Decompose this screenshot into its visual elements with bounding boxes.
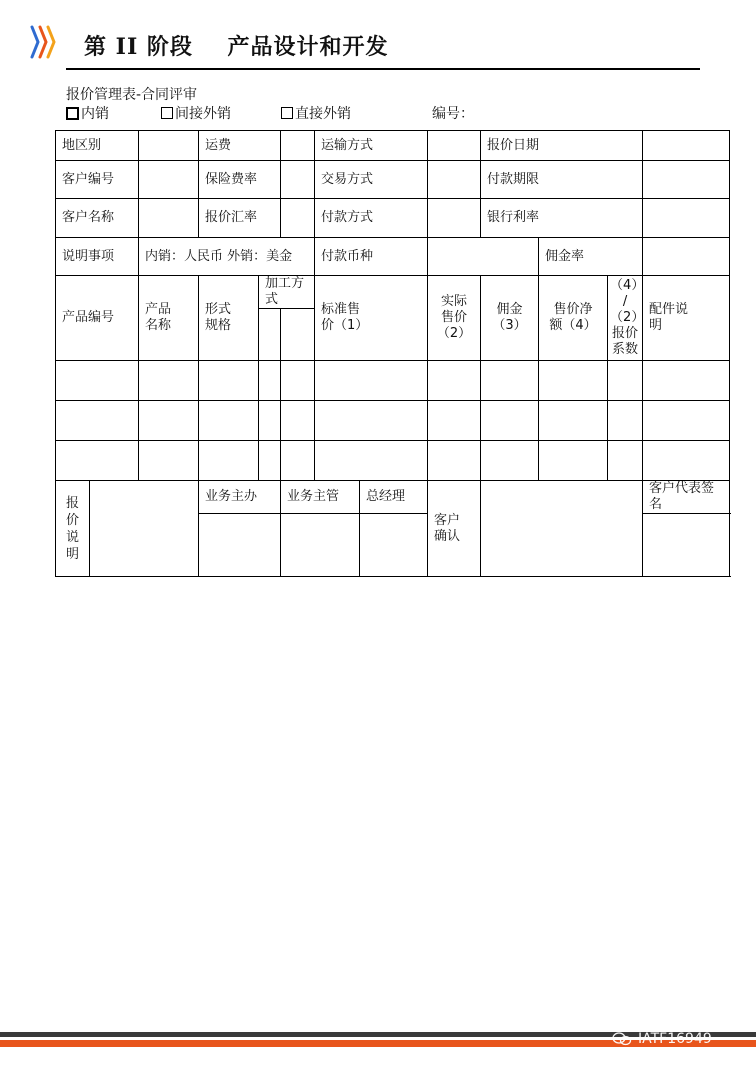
- cell[interactable]: [199, 401, 259, 441]
- product-row: [56, 361, 730, 401]
- cell[interactable]: [643, 401, 730, 441]
- customer-confirm-field[interactable]: [481, 481, 643, 577]
- sales-manager-sign[interactable]: [281, 514, 360, 577]
- cell[interactable]: [281, 441, 315, 481]
- stage-title: 第 II 阶段 产品设计和开发: [84, 34, 389, 60]
- checkbox-icon[interactable]: [66, 107, 79, 120]
- approval-row: [56, 481, 730, 514]
- product-no-header: 产品编号: [56, 276, 139, 361]
- cell[interactable]: [481, 361, 539, 401]
- product-row: [56, 441, 730, 481]
- sales-type-options: [0, 103, 756, 123]
- sales-manager-label: 业务主管: [281, 481, 360, 514]
- form-title: 报价管理表-合同评审: [66, 87, 198, 103]
- wechat-icon: [612, 1032, 632, 1046]
- cell[interactable]: [315, 361, 428, 401]
- cell[interactable]: [56, 441, 139, 481]
- quote-note-field[interactable]: [90, 481, 199, 577]
- freight-field[interactable]: [281, 131, 315, 161]
- note-label: 说明事项: [56, 238, 139, 276]
- cell[interactable]: [428, 361, 481, 401]
- cell[interactable]: [608, 441, 643, 481]
- cell[interactable]: [481, 401, 539, 441]
- cell[interactable]: [56, 361, 139, 401]
- quote-date-field[interactable]: [643, 131, 730, 161]
- sales-officer-label: 业务主办: [199, 481, 281, 514]
- bank-rate-field[interactable]: [643, 199, 730, 238]
- cell[interactable]: [199, 361, 259, 401]
- cell[interactable]: [259, 361, 281, 401]
- currency-label: 付款币种: [315, 238, 428, 276]
- transport-field[interactable]: [428, 131, 481, 161]
- cell[interactable]: [259, 441, 281, 481]
- checkbox-icon[interactable]: [161, 107, 173, 119]
- cell[interactable]: [139, 401, 199, 441]
- trade-method-label: 交易方式: [315, 161, 428, 199]
- note-value: 内销：人民币 外销：美金: [139, 238, 315, 276]
- insurance-field[interactable]: [281, 161, 315, 199]
- info-row: [56, 199, 730, 238]
- cell[interactable]: [481, 441, 539, 481]
- brand-logo-icon: [30, 24, 58, 60]
- cell[interactable]: [259, 401, 281, 441]
- cell[interactable]: [139, 441, 199, 481]
- cell[interactable]: [199, 441, 259, 481]
- exchange-rate-field[interactable]: [281, 199, 315, 238]
- payment-method-label: 付款方式: [315, 199, 428, 238]
- trade-method-field[interactable]: [428, 161, 481, 199]
- cell[interactable]: [539, 441, 608, 481]
- cell[interactable]: [643, 361, 730, 401]
- cell[interactable]: [428, 401, 481, 441]
- option-indirect-export[interactable]: 间接外销: [161, 103, 231, 123]
- commission-header: 佣金 （3）: [481, 276, 539, 361]
- cell[interactable]: [139, 361, 199, 401]
- net-price-header: 售价净 额（4）: [539, 276, 608, 361]
- cell[interactable]: [315, 401, 428, 441]
- product-name-header: 产品 名称: [139, 276, 199, 361]
- commission-rate-field[interactable]: [643, 238, 730, 276]
- payment-term-field[interactable]: [643, 161, 730, 199]
- checkbox-icon[interactable]: [281, 107, 293, 119]
- cell[interactable]: [281, 401, 315, 441]
- cell[interactable]: [56, 401, 139, 441]
- general-manager-sign[interactable]: [360, 514, 428, 577]
- customer-name-field[interactable]: [139, 199, 199, 238]
- note-row: [56, 238, 730, 276]
- cell[interactable]: [315, 441, 428, 481]
- quote-date-label: 报价日期: [481, 131, 643, 161]
- bank-rate-label: 银行利率: [481, 199, 643, 238]
- watermark-text: IATF16949: [638, 1031, 712, 1047]
- quote-factor-header: （4） /（2） 报价 系数: [608, 276, 643, 361]
- insurance-label: 保险费率: [199, 161, 281, 199]
- customer-no-field[interactable]: [139, 161, 199, 199]
- general-manager-label: 总经理: [360, 481, 428, 514]
- accessory-header: 配件说 明: [643, 276, 730, 361]
- actual-price-header: 实际 售价 （2）: [428, 276, 481, 361]
- customer-signature-label: 客户代表签名: [643, 481, 730, 514]
- exchange-rate-label: 报价汇率: [199, 199, 281, 238]
- cell[interactable]: [608, 361, 643, 401]
- option-domestic[interactable]: 内销: [66, 103, 109, 123]
- cell[interactable]: [643, 441, 730, 481]
- customer-confirm-label: 客户 确认: [428, 481, 481, 577]
- product-row: [56, 401, 730, 441]
- option-direct-export[interactable]: 直接外销: [281, 103, 351, 123]
- payment-method-field[interactable]: [428, 199, 481, 238]
- cell[interactable]: [428, 441, 481, 481]
- std-price-header: 标准售 价（1）: [315, 276, 428, 361]
- customer-signature-field[interactable]: [643, 514, 730, 577]
- quote-note-label: 报价说明: [56, 481, 90, 577]
- sales-officer-sign[interactable]: [199, 514, 281, 577]
- currency-field[interactable]: [428, 238, 539, 276]
- cell[interactable]: [608, 401, 643, 441]
- quote-table: [55, 130, 730, 577]
- region-label: 地区别: [56, 131, 139, 161]
- cell[interactable]: [281, 361, 315, 401]
- process-sub-cell: [281, 309, 315, 361]
- info-row: [56, 131, 730, 161]
- process-header: 加工方式: [259, 276, 315, 309]
- number-label: 编号：: [432, 106, 474, 122]
- customer-name-label: 客户名称: [56, 199, 139, 238]
- cell[interactable]: [539, 401, 608, 441]
- product-header-row: [56, 276, 730, 309]
- spec-header: 形式 规格: [199, 276, 259, 361]
- info-row: [56, 161, 730, 199]
- freight-label: 运费: [199, 131, 281, 161]
- header-divider: [66, 68, 700, 70]
- cell[interactable]: [539, 361, 608, 401]
- process-sub-cell: [259, 309, 281, 361]
- commission-rate-label: 佣金率: [539, 238, 643, 276]
- transport-label: 运输方式: [315, 131, 428, 161]
- customer-no-label: 客户编号: [56, 161, 139, 199]
- region-field[interactable]: [139, 131, 199, 161]
- payment-term-label: 付款期限: [481, 161, 643, 199]
- watermark: [612, 1031, 712, 1047]
